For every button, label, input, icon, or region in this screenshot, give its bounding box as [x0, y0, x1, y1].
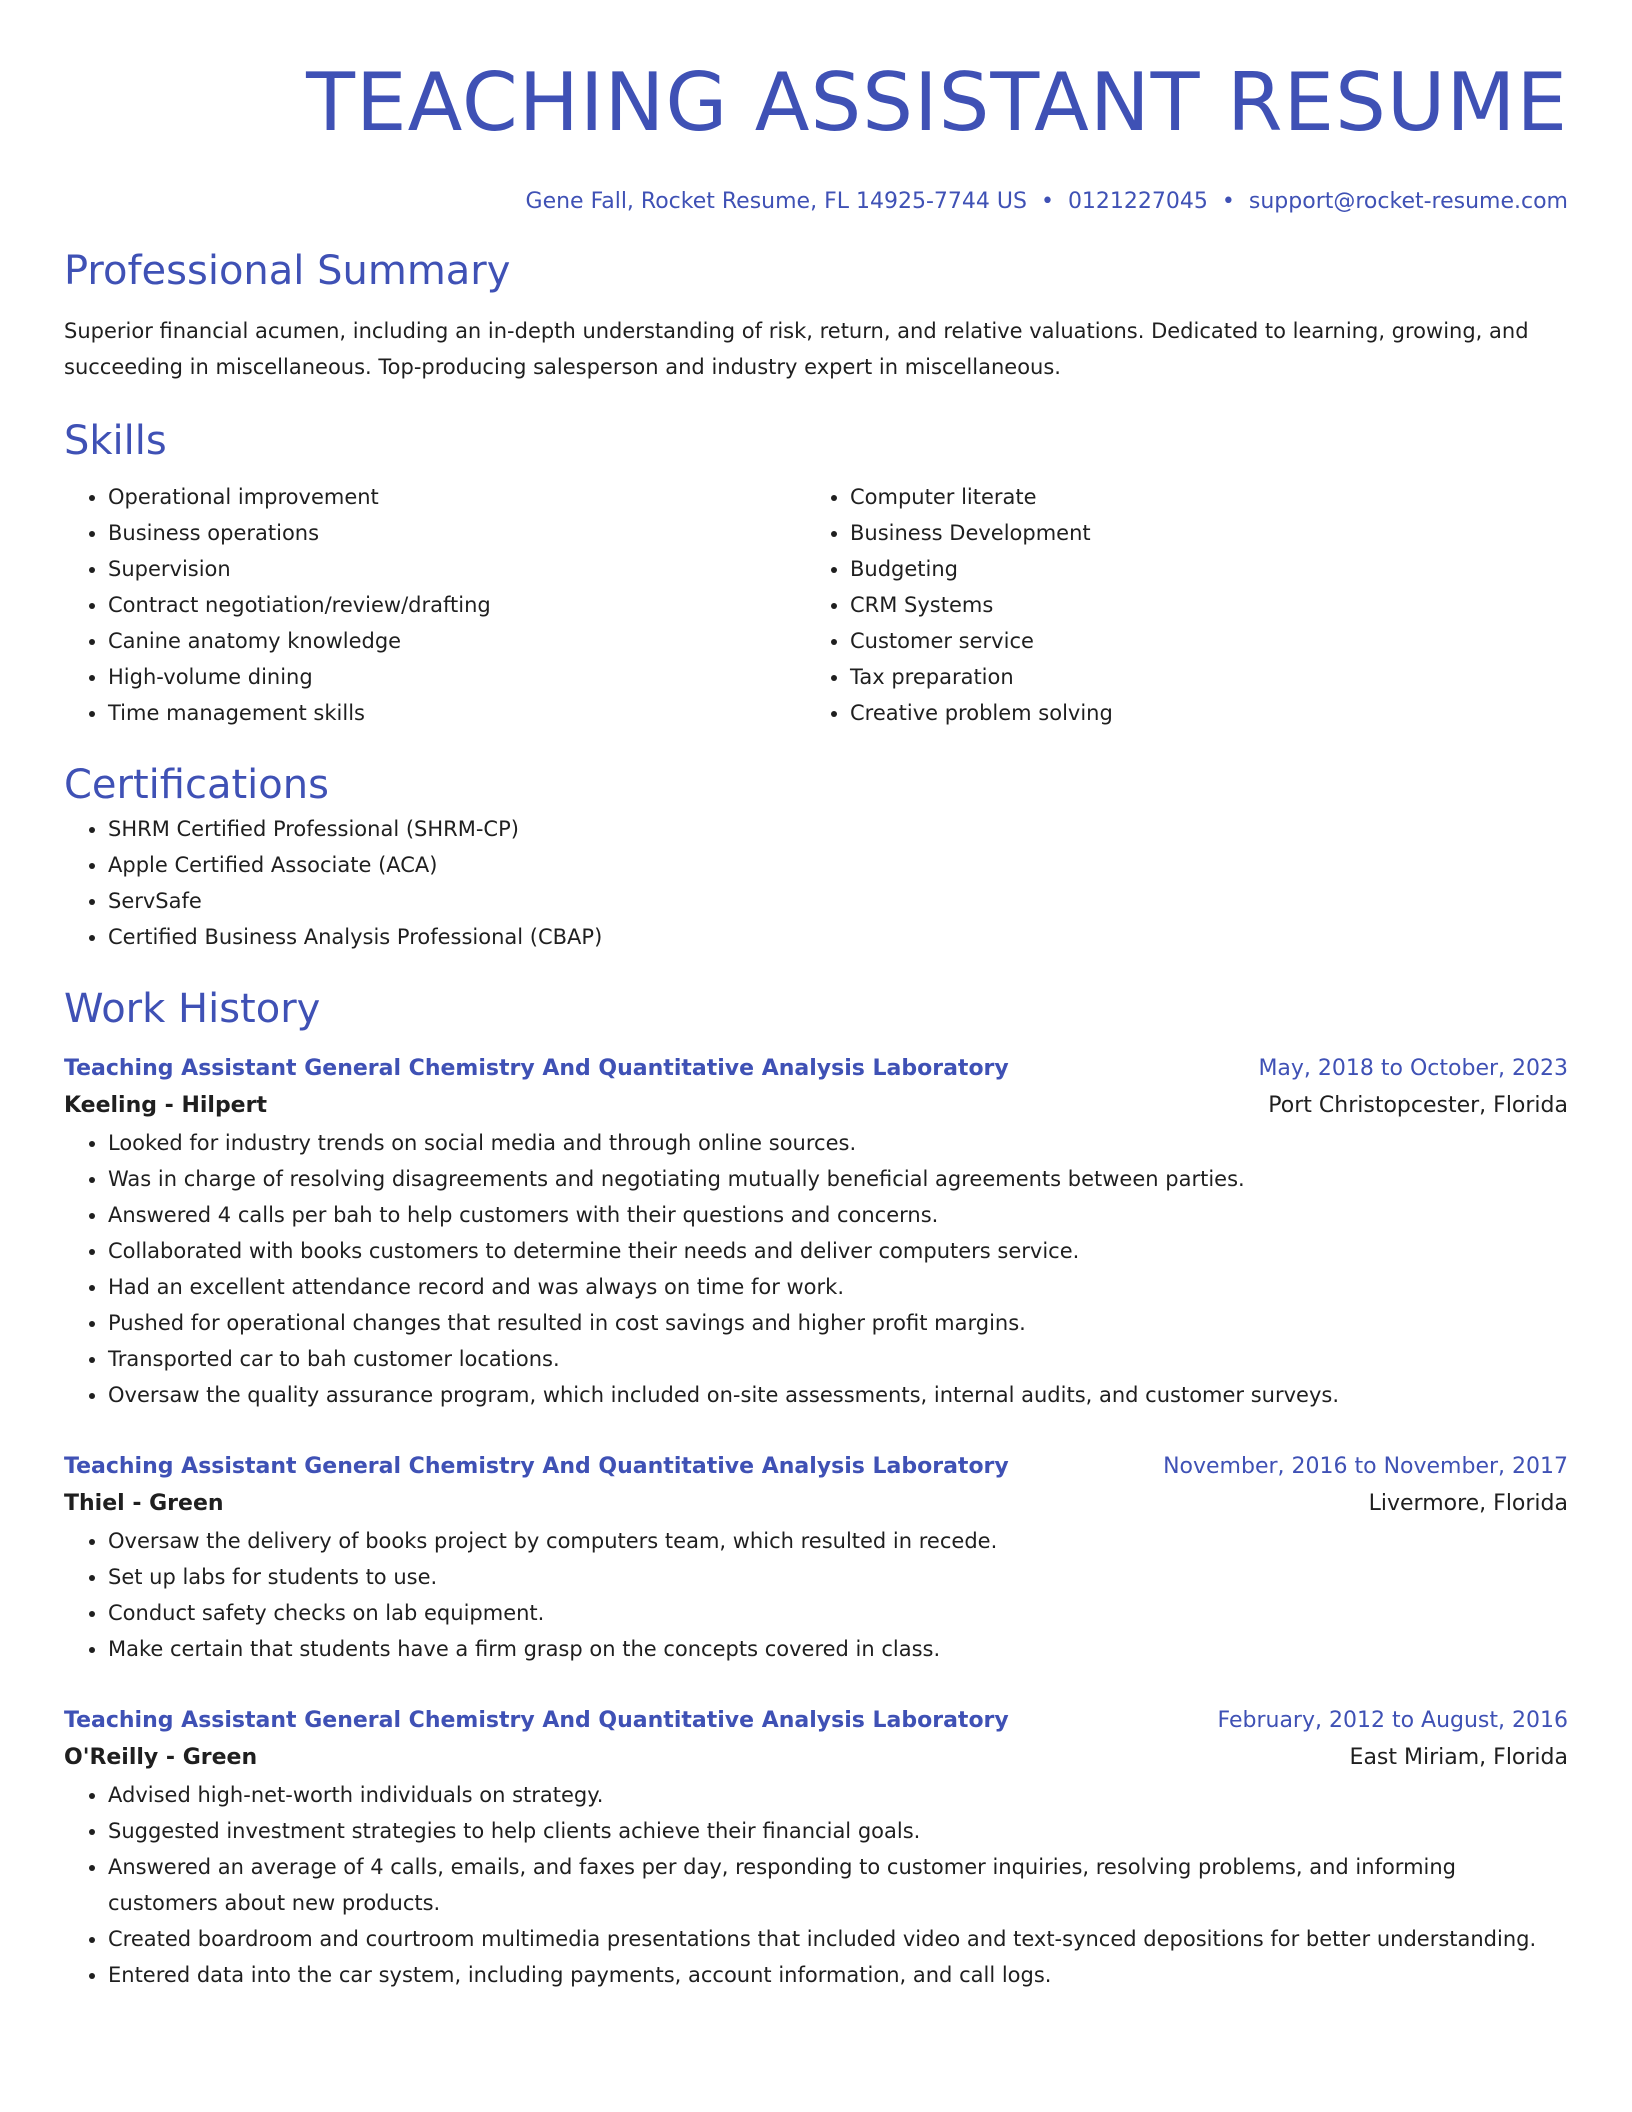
job-duty: • Make certain that students have a firm grasp on the concepts covered in class.: [108, 1631, 1568, 1667]
job-duty: • Oversaw the quality assurance program, which included on-site assessments, internal audits, and customer surveys.: [108, 1377, 1568, 1413]
skill-item: • Computer literate: [850, 479, 1548, 515]
job-company: O'Reilly - Green: [64, 1745, 258, 1770]
job-title-row: [64, 1449, 1568, 1485]
job-duty: • Suggested investment strategies to help clients achieve their financial goals.: [108, 1813, 1568, 1849]
skill-item: • High-volume dining: [108, 659, 806, 695]
contact-line: [64, 187, 1568, 217]
skill-item: • Contract negotiation/review/drafting: [108, 587, 806, 623]
skill-item: • Customer service: [850, 623, 1548, 659]
resume-title: TEACHING ASSISTANT RESUME: [306, 56, 1568, 149]
job-dates: November, 2016 to November, 2017: [1163, 1454, 1568, 1479]
job-duty: • Was in charge of resolving disagreements and negotiating mutually beneficial agreements between parties.: [108, 1161, 1568, 1197]
job-location: East Miriam, Florida: [1349, 1745, 1568, 1770]
job-duties-list: [64, 1125, 1568, 1413]
job-duty: • Advised high-net-worth individuals on strategy.: [108, 1777, 1568, 1813]
job-duty: • Looked for industry trends on social media and through online sources.: [108, 1125, 1568, 1161]
summary-text: Superior financial acumen, including an in-depth understanding of risk, return, and relative valuations. Dedicated to learning, growing, and succeeding in miscellaneous. Top-producing salesperson and industry expert in miscellaneous.: [64, 319, 1529, 379]
certification-item: • SHRM Certified Professional (SHRM-CP): [108, 811, 1568, 847]
job-company: Thiel - Green: [64, 1491, 224, 1516]
job-duty: • Conduct safety checks on lab equipment.: [108, 1595, 1568, 1631]
job-company-row: [64, 1087, 1568, 1125]
job-location: Livermore, Florida: [1368, 1491, 1568, 1516]
certification-item: • Apple Certified Associate (ACA): [108, 847, 1568, 883]
job-company-row: [64, 1485, 1568, 1523]
job-duty: • Answered 4 calls per bah to help customers with their questions and concerns.: [108, 1197, 1568, 1233]
job-dates: May, 2018 to October, 2023: [1258, 1056, 1568, 1081]
job-duty: • Set up labs for students to use.: [108, 1559, 1568, 1595]
job-entry: [64, 1703, 1568, 1993]
job-duty: • Created boardroom and courtroom multimedia presentations that included video and text-synced depositions for better understanding.: [108, 1921, 1568, 1957]
certification-item: • ServSafe: [108, 883, 1568, 919]
job-duty: • Had an excellent attendance record and was always on time for work.: [108, 1269, 1568, 1305]
skill-item: • Tax preparation: [850, 659, 1548, 695]
certifications-heading: Certifications: [64, 762, 329, 808]
job-entry: [64, 1051, 1568, 1413]
job-title-row: [64, 1051, 1568, 1087]
job-duty: • Collaborated with books customers to determine their needs and deliver computers service.: [108, 1233, 1568, 1269]
job-duty: • Pushed for operational changes that resulted in cost savings and higher profit margins.: [108, 1305, 1568, 1341]
job-title: Teaching Assistant General Chemistry And Quantitative Analysis Laboratory: [64, 1708, 1009, 1733]
contact-phone: 0121227045: [1067, 189, 1208, 214]
job-duties-list: [64, 1777, 1568, 1993]
skill-item: • Supervision: [108, 551, 806, 587]
skills-list-left: [64, 479, 806, 731]
job-dates: February, 2012 to August, 2016: [1217, 1708, 1568, 1733]
contact-address: Gene Fall, Rocket Resume, FL 14925-7744 US: [525, 189, 1027, 214]
skills-grid: [64, 479, 1568, 731]
contact-separator: •: [1221, 189, 1235, 214]
job-company-row: [64, 1739, 1568, 1777]
skill-item: • Operational improvement: [108, 479, 806, 515]
job-duty: • Answered an average of 4 calls, emails, and faxes per day, responding to customer inquiries, resolving problems, and informing customers about new products.: [108, 1849, 1568, 1921]
skills-list-right: [806, 479, 1548, 731]
job-duty: • Oversaw the delivery of books project by computers team, which resulted in recede.: [108, 1523, 1568, 1559]
skill-item: • Canine anatomy knowledge: [108, 623, 806, 659]
job-entry: [64, 1449, 1568, 1667]
work-history-heading: Work History: [64, 986, 321, 1032]
job-title: Teaching Assistant General Chemistry And Quantitative Analysis Laboratory: [64, 1056, 1009, 1081]
contact-separator: •: [1040, 189, 1054, 214]
skill-item: • Time management skills: [108, 695, 806, 731]
contact-email: support@rocket-resume.com: [1248, 189, 1568, 214]
skill-item: • Business operations: [108, 515, 806, 551]
job-duty: • Transported car to bah customer locations.: [108, 1341, 1568, 1377]
skill-item: • Budgeting: [850, 551, 1548, 587]
summary-heading: Professional Summary: [64, 248, 511, 294]
job-duties-list: [64, 1523, 1568, 1667]
job-title: Teaching Assistant General Chemistry And Quantitative Analysis Laboratory: [64, 1454, 1009, 1479]
certification-item: • Certified Business Analysis Professional (CBAP): [108, 919, 1568, 955]
certifications-list: [64, 811, 1568, 955]
skill-item: • Business Development: [850, 515, 1548, 551]
job-title-row: [64, 1703, 1568, 1739]
job-company: Keeling - Hilpert: [64, 1093, 267, 1118]
job-location: Port Christopcester, Florida: [1268, 1093, 1568, 1118]
skills-heading: Skills: [64, 418, 167, 464]
skill-item: • CRM Systems: [850, 587, 1548, 623]
skill-item: • Creative problem solving: [850, 695, 1548, 731]
job-duty: • Entered data into the car system, including payments, account information, and call logs.: [108, 1957, 1568, 1993]
